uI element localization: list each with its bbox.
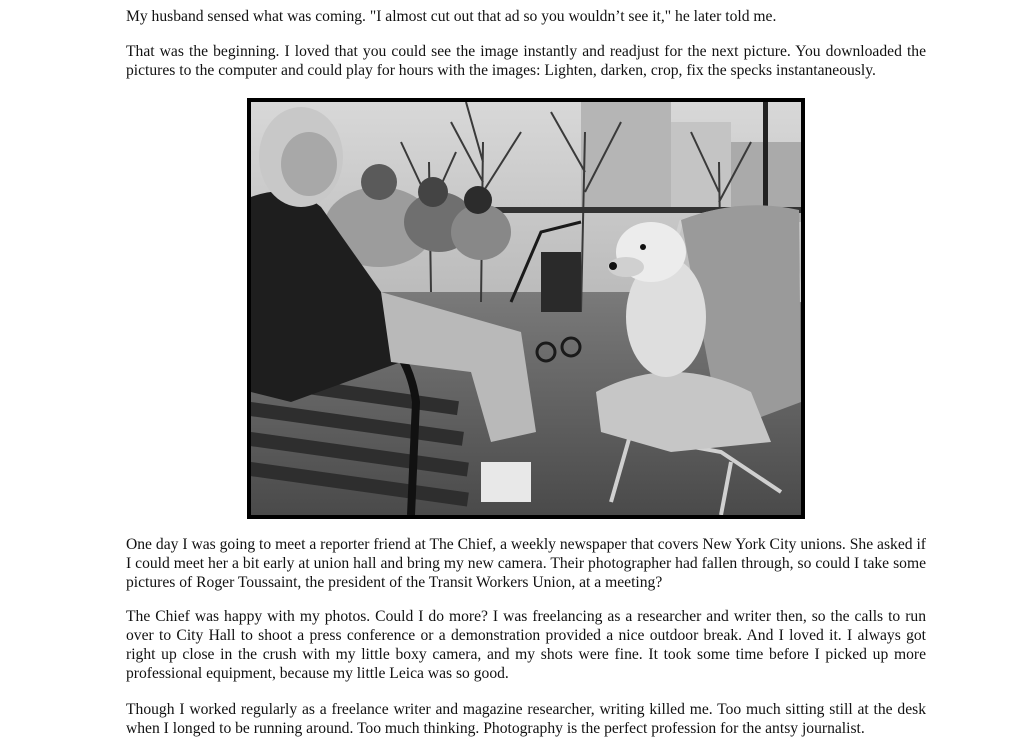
- paragraph-writing-killed-me: Though I worked regularly as a freelance writer and magazine researcher, writing killed me. Too much sitting still at the desk when I longed to be running around. Too much thinking. Photography is the perfect profession for the antsy journalist.: [126, 701, 926, 737]
- paragraph-husband-quote: My husband sensed what was coming. "I almost cut out that ad so you wouldn’t see it," he later told me.: [126, 8, 777, 25]
- photo-illustration: [251, 102, 801, 515]
- paragraph-the-chief-meeting: One day I was going to meet a reporter friend at The Chief, a weekly newspaper that covers New York City unions. She asked if I could meet her a bit early at union hall and bring my new camera. Their photographer had fallen through, so could I take some pictures of Roger Toussaint, the president of the Transit Workers Union, at a meeting?: [126, 536, 926, 591]
- paragraph-freelancing: The Chief was happy with my photos. Could I do more? I was freelancing as a researcher and writer then, so the calls to run over to City Hall to shoot a press conference or a demonstration provided a nice outdoor break. And I loved it. I always got right up close in the crush with my little boxy camera, and my shots were fine. It took some time before I picked up more professional equipment, because my little Leica was so good.: [126, 608, 926, 682]
- paragraph-the-beginning: That was the beginning. I loved that you could see the image instantly and readjust for the next picture. You downloaded the pictures to the computer and could play for hours with the images: Lighten, darken, crop, fix the specks instantaneously.: [126, 43, 926, 79]
- park-bench-photo: [247, 98, 805, 519]
